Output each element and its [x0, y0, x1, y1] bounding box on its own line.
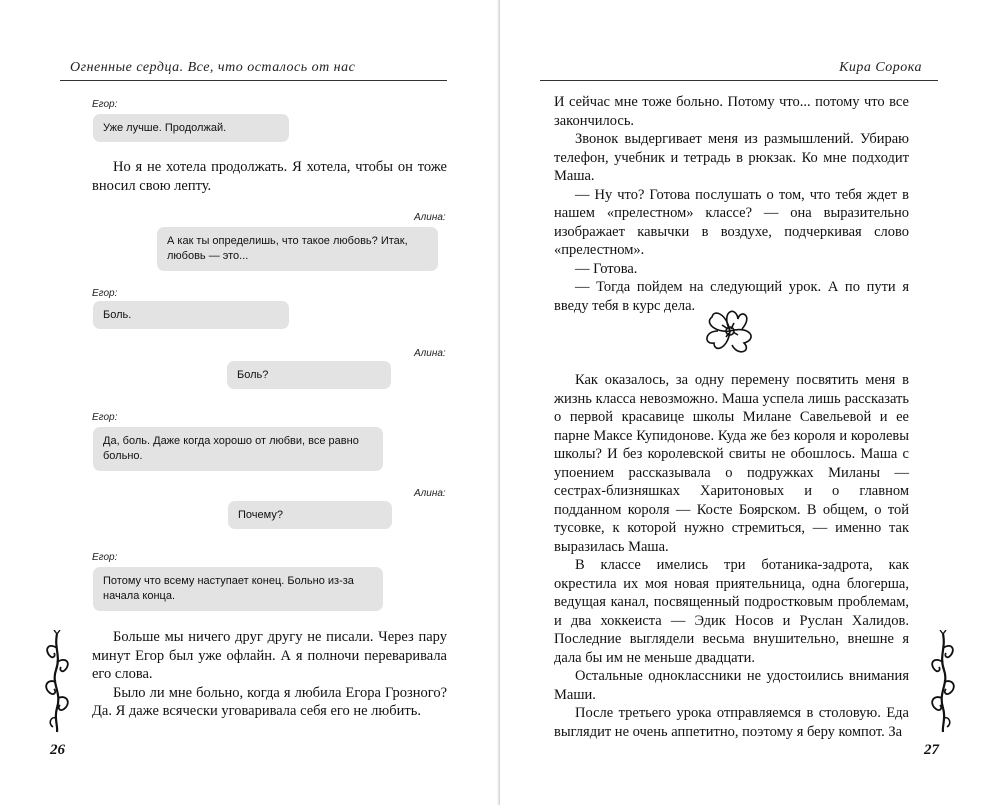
- running-head: Огненные сердца. Все, что осталось от нас: [70, 60, 356, 75]
- paragraph: Звонок выдергивает меня из размышлений. Убираю телефон, учебник и тетрадь в рюкзак. Ко мне подходит Маша.: [554, 131, 909, 184]
- body-text: [554, 93, 909, 315]
- paragraph: — Тогда пойдем на следующий урок. А по пути я введу тебя в курс дела.: [554, 279, 909, 314]
- chat-bubble: Уже лучше. Продолжай.: [93, 114, 289, 142]
- chat-sender: Егор:: [92, 552, 118, 563]
- page-number: 27: [924, 742, 939, 758]
- body-paragraph: [92, 158, 447, 195]
- floral-ornament-icon: [42, 630, 72, 735]
- chat-bubble: Боль?: [227, 361, 391, 389]
- paragraph: Но я не хотела продолжать. Я хотела, чтобы он тоже вносил свою лепту.: [92, 159, 447, 194]
- floral-ornament-icon: [928, 630, 958, 735]
- chat-bubble: Боль.: [93, 301, 289, 329]
- chat-bubble: Почему?: [228, 501, 392, 529]
- running-head: Кира Сорока: [839, 60, 922, 75]
- chat-bubble: Потому что всему наступает конец. Больно из-за начала конца.: [93, 567, 383, 611]
- right-page: [500, 0, 1000, 805]
- paragraph: Больше мы ничего друг другу не писали. Через пару минут Егор был уже офлайн. А я полночи переваривала его слова.: [92, 629, 447, 682]
- chat-sender: Егор:: [92, 412, 118, 423]
- page-number: 26: [50, 742, 65, 758]
- paragraph: Как оказалось, за одну перемену посвятить меня в жизнь класса невозможно. Маша успела лишь рассказать о первой красавице школы Милане Савельевой и ее парне Максе Купидонове. Куда же без короля и королевы школы? И без королевской свиты не обошлось. Маша с упоением рассказывала о подружках Миланы — сестрах-близняшках Харитоновых и о главном подданном короля — Косте Боярском. В общем, о той тусовке, к которой нужно стремиться, — именно так выразилась Маша.: [554, 372, 909, 555]
- paragraph: После третьего урока отправляемся в столовую. Еда выглядит не очень аппетитно, поэтому я беру компот. За: [554, 705, 909, 740]
- body-text: [554, 371, 909, 741]
- chat-sender: Алина:: [414, 212, 446, 223]
- body-text: [92, 628, 447, 721]
- header-rule: [60, 80, 447, 81]
- paragraph: Было ли мне больно, когда я любила Егора Грозного? Да. Я даже всячески уговаривала себя его не любить.: [92, 684, 447, 719]
- paragraph: — Готова.: [575, 260, 638, 277]
- paragraph: В классе имелись три ботаника-задрота, как окрестила их моя новая приятельница, одна блогерша, ведущая канал, посвященный подростковым проблемам, и два хоккеиста — Эдик Носов и Руслан Халидов. Последние выглядели весьма внушительно, внешне я дала бы им не меньше двадцати.: [554, 557, 909, 666]
- paragraph: Остальные одноклассники не удостоились внимания Маши.: [554, 668, 909, 703]
- chat-bubble: А как ты определишь, что такое любовь? Итак, любовь — это...: [157, 227, 438, 271]
- paragraph: И сейчас мне тоже больно. Потому что... потому что все закончилось.: [554, 94, 909, 129]
- paragraph: — Ну что? Готова послушать о том, что тебя ждет в нашем «прелестном» классе? — она выразительно изображает кавычки в воздухе, подчеркивая слово «прелестном».: [554, 186, 909, 258]
- chat-sender: Егор:: [92, 99, 118, 110]
- chat-sender: Егор:: [92, 288, 118, 299]
- chat-sender: Алина:: [414, 488, 446, 499]
- chat-bubble: Да, боль. Даже когда хорошо от любви, все равно больно.: [93, 427, 383, 471]
- flower-icon: [698, 305, 762, 357]
- header-rule: [540, 80, 938, 81]
- chat-sender: Алина:: [414, 348, 446, 359]
